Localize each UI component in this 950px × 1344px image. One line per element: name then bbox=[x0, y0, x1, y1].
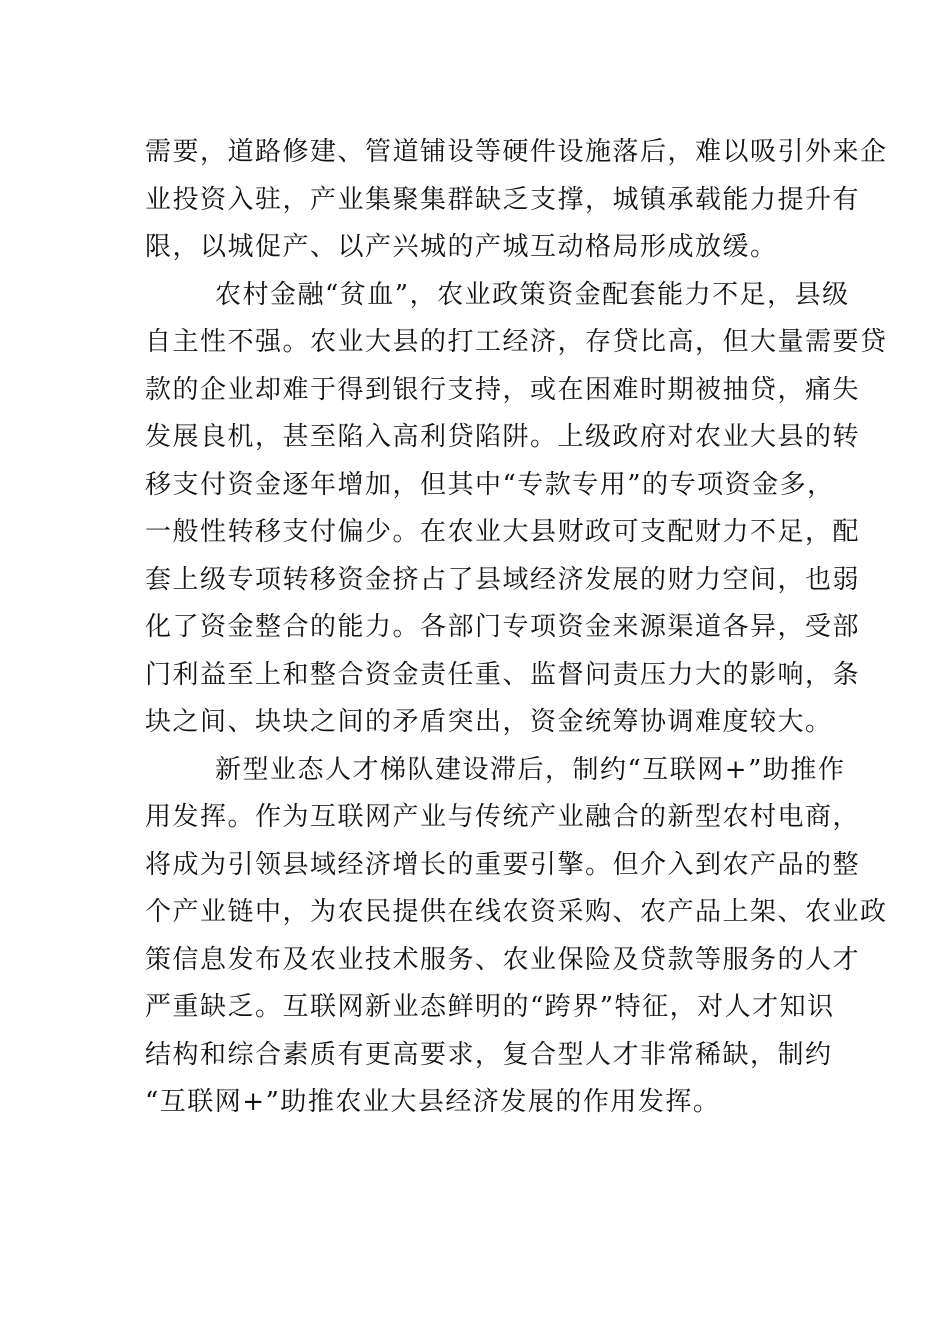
text-line: 一般性转移支付偏少。在农业大县财政可支配财力不足，配 bbox=[145, 517, 861, 547]
text-line: 农村金融“贫血”，农业政策资金配套能力不足，县级 bbox=[215, 279, 850, 310]
text-line: “互联网+”助推农业大县经济发展的作用发挥。 bbox=[145, 1087, 721, 1117]
text-line: 门利益至上和整合资金责任重、监督问责压力大的影响，条 bbox=[145, 659, 861, 690]
text-line: 块之间、块块之间的矛盾突出，资金统筹协调难度较大。 bbox=[145, 707, 833, 737]
text-line: 策信息发布及农业技术服务、农业保险及贷款等服务的人才 bbox=[145, 944, 861, 975]
text-line: 限，以城促产、以产兴城的产城互动格局形成放缓。 bbox=[145, 232, 778, 262]
text-line: 需要，道路修建、管道铺设等硬件设施落后，难以吸引外来企 bbox=[145, 137, 888, 167]
text-line: 将成为引领县域经济增长的重要引擎。但介入到农产品的整 bbox=[145, 849, 861, 880]
text-line: 用发挥。作为互联网产业与传统产业融合的新型农村电商， bbox=[145, 802, 861, 832]
text-line: 自主性不强。农业大县的打工经济，存贷比高，但大量需要贷 bbox=[145, 327, 888, 357]
text-line: 移支付资金逐年增加，但其中“专款专用”的专项资金多， bbox=[145, 469, 835, 500]
text-line: 新型业态人才梯队建设滞后，制约“互联网+”助推作 bbox=[215, 754, 846, 785]
text-line: 严重缺乏。互联网新业态鲜明的“跨界”特征，对人才知识 bbox=[145, 992, 835, 1022]
text-line: 结构和综合素质有更高要求，复合型人才非常稀缺，制约 bbox=[145, 1039, 833, 1070]
text-line: 套上级专项转移资金挤占了县域经济发展的财力空间，也弱 bbox=[145, 564, 861, 595]
paragraph-rural-finance bbox=[145, 272, 888, 747]
paragraph-infrastructure bbox=[145, 129, 888, 272]
text-line: 发展良机，甚至陷入高利贷陷阱。上级政府对农业大县的转 bbox=[145, 422, 861, 452]
text-line: 业投资入驻，产业集聚集群缺乏支撑，城镇承载能力提升有 bbox=[145, 184, 861, 215]
text-line: 款的企业却难于得到银行支持，或在困难时期被抽贷，痛失 bbox=[145, 374, 861, 405]
text-line: 化了资金整合的能力。各部门专项资金来源渠道各异，受部 bbox=[145, 612, 861, 642]
document-page bbox=[145, 129, 888, 1127]
paragraph-talent bbox=[145, 747, 888, 1127]
text-line: 个产业链中，为农民提供在线农资采购、农产品上架、农业政 bbox=[145, 897, 888, 927]
